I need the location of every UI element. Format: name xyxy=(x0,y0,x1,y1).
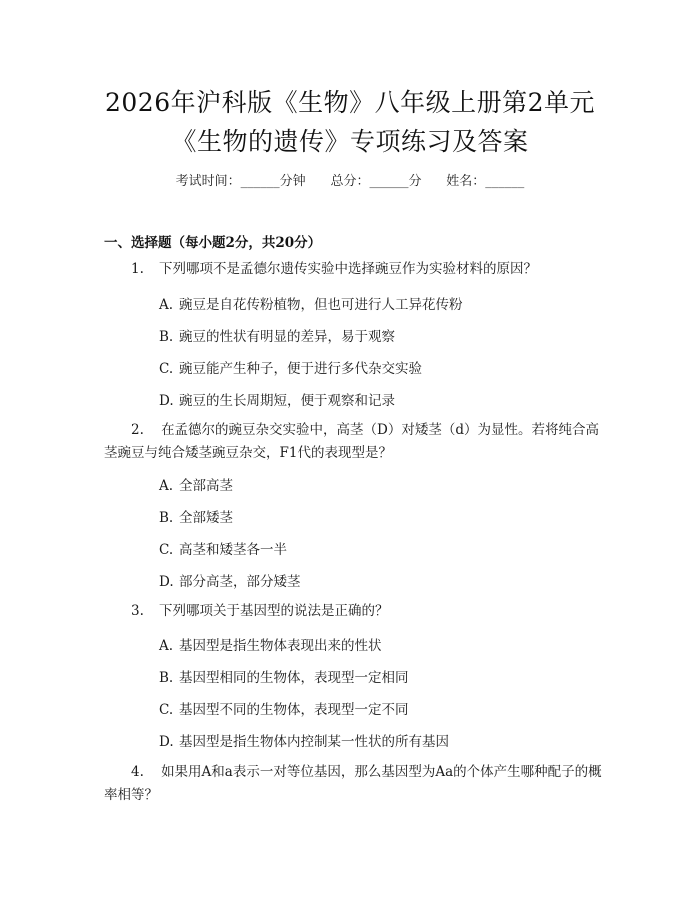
option-letter: C. xyxy=(159,542,174,558)
option-text: 基因型不同的生物体，表现型一定不同 xyxy=(179,702,409,718)
exam-time-field: 考试时间：______分钟 xyxy=(175,174,306,189)
option-text: 豌豆的生长周期短，便于观察和记录 xyxy=(179,393,395,409)
option-text: 豌豆的性状有明显的差异，易于观察 xyxy=(179,329,395,345)
option-letter: A. xyxy=(159,478,174,494)
option-item xyxy=(159,730,449,750)
option-item xyxy=(159,474,233,494)
option-letter: D. xyxy=(159,393,174,409)
option-text: 全部高茎 xyxy=(179,478,233,494)
question-text: 下列哪项关于基因型的说法是正确的？ xyxy=(159,603,389,619)
option-letter: D. xyxy=(159,734,174,750)
option-item xyxy=(159,389,395,409)
option-text: 全部矮茎 xyxy=(179,510,233,526)
question-number: 4. xyxy=(131,764,144,780)
question-text: 下列哪项不是孟德尔遗传实验中选择豌豆作为实验材料的原因？ xyxy=(159,261,537,277)
option-text: 豌豆能产生种子，便于进行多代杂交实验 xyxy=(179,361,422,377)
option-item xyxy=(159,698,409,718)
option-letter: D. xyxy=(159,574,174,590)
section-title: 一、选择题（每小题2分，共20分） xyxy=(104,235,322,251)
question-body: 如果用A和a表示一对等位基因，那么基因型为Aa的个体产生哪种配子的概率相等？ xyxy=(104,764,602,803)
question-text xyxy=(104,419,604,465)
option-letter: A. xyxy=(159,297,174,313)
option-letter: A. xyxy=(159,638,174,654)
question-number: 2. xyxy=(131,422,144,438)
question-text xyxy=(104,761,604,807)
option-item xyxy=(159,666,409,686)
option-text: 基因型是指生物体表现出来的性状 xyxy=(179,638,382,654)
option-letter: C. xyxy=(159,361,174,377)
option-text: 高茎和矮茎各一半 xyxy=(179,542,287,558)
option-text: 部分高茎，部分矮茎 xyxy=(179,574,301,590)
question-number: 3. xyxy=(131,603,144,619)
option-letter: B. xyxy=(159,670,174,686)
option-letter: B. xyxy=(159,329,174,345)
option-item xyxy=(159,325,395,345)
option-letter: B. xyxy=(159,510,174,526)
option-letter: C. xyxy=(159,702,174,718)
question-body: 在孟德尔的豌豆杂交实验中，高茎（D）对矮茎（d）为显性。若将纯合高茎豌豆与纯合矮茎豌豆杂交，F1代的表现型是？ xyxy=(104,422,600,461)
name-field: 姓名：______ xyxy=(446,174,525,189)
option-item xyxy=(159,506,233,526)
exam-meta xyxy=(0,170,700,189)
option-item xyxy=(159,634,382,654)
question-number: 1. xyxy=(131,261,144,277)
page-title-line2: 《生物的遗传》专项练习及答案 xyxy=(171,127,529,156)
option-item xyxy=(159,570,301,590)
option-item xyxy=(159,538,287,558)
option-item xyxy=(159,357,422,377)
page-title-line1: 2026年沪科版《生物》八年级上册第2单元 xyxy=(104,88,596,117)
option-item xyxy=(159,293,463,313)
total-score-field: 总分：______分 xyxy=(330,174,422,189)
option-text: 豌豆是自花传粉植物，但也可进行人工异花传粉 xyxy=(179,297,463,313)
option-text: 基因型是指生物体内控制某一性状的所有基因 xyxy=(179,734,449,750)
option-text: 基因型相同的生物体，表现型一定相同 xyxy=(179,670,409,686)
